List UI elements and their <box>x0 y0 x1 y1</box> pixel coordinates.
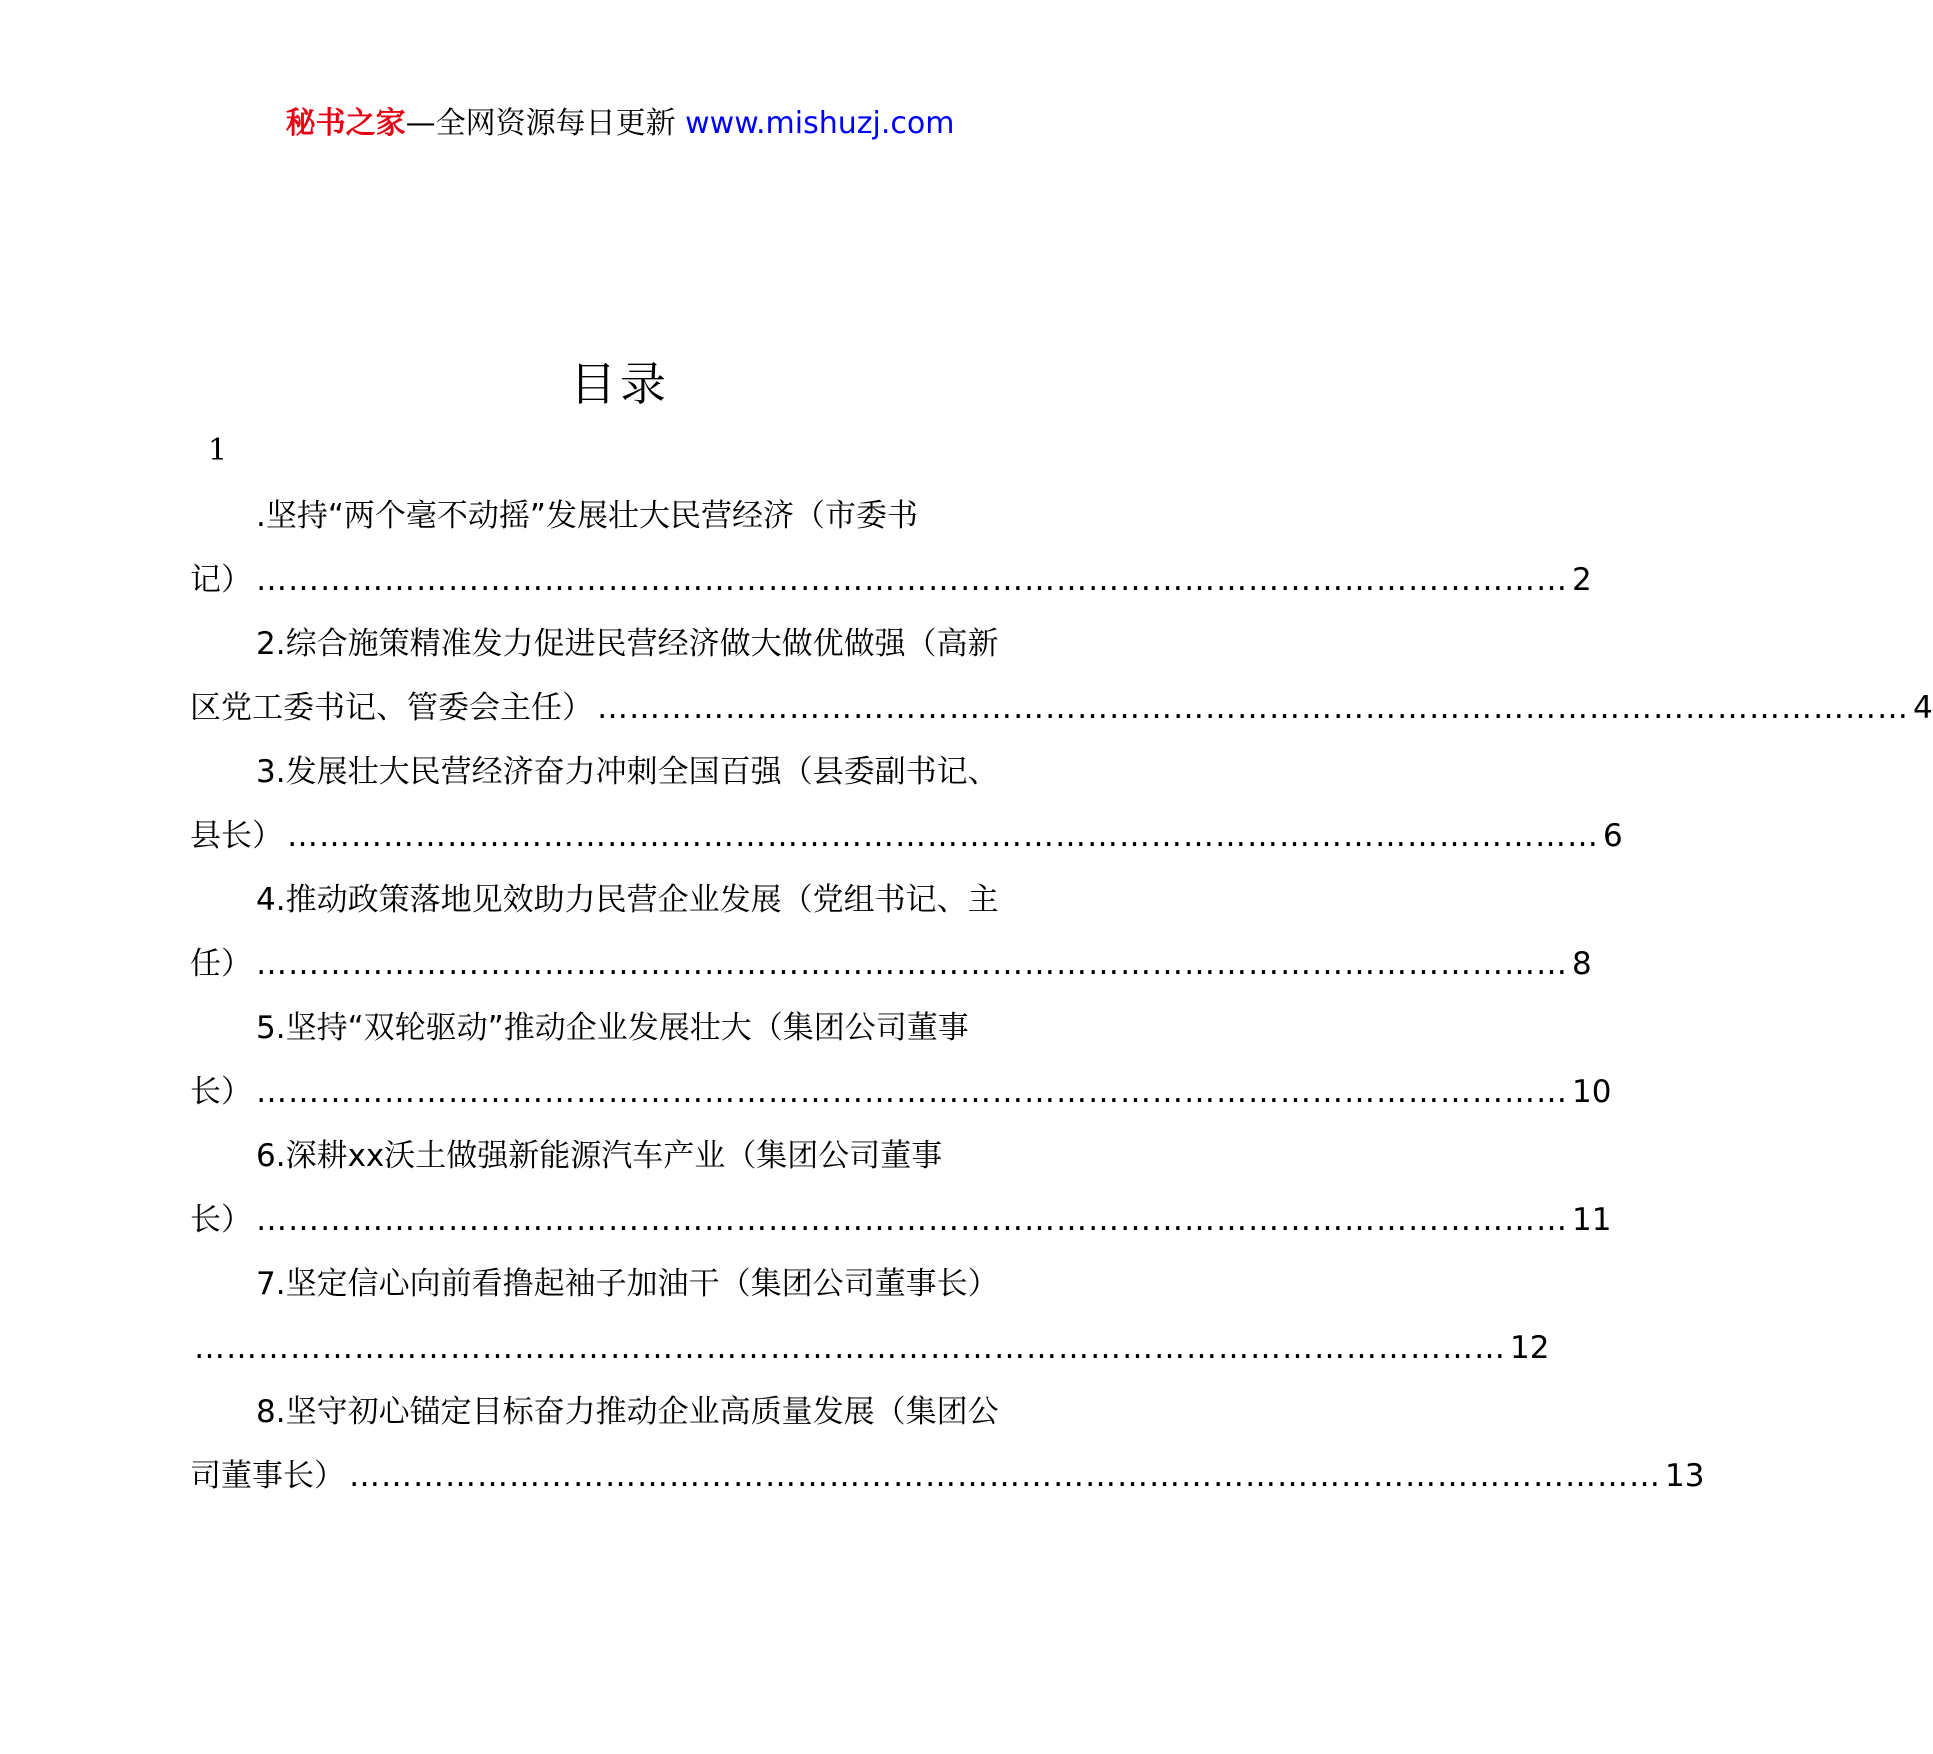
toc-entry-leader-line[interactable] <box>190 1444 1705 1508</box>
dot-leader: …………………………………………………………………………………………………………… <box>349 1458 1661 1494</box>
toc-page-number: 2 <box>1572 562 1592 598</box>
toc-entry-leader-line[interactable] <box>190 932 1592 996</box>
toc-entry-title-line[interactable]: .坚持“两个毫不动摇”发展壮大民营经济（市委书 <box>256 498 918 534</box>
toc-entry-title-line[interactable]: 7.坚定信心向前看撸起袖子加油干（集团公司董事长） <box>256 1266 999 1302</box>
toc-entry-title-line[interactable]: 8.坚守初心锚定目标奋力推动企业高质量发展（集团公 <box>256 1394 999 1430</box>
site-banner <box>0 104 1240 144</box>
toc-page-number: 8 <box>1572 946 1592 982</box>
toc-entry-title-continuation: 长） <box>190 1074 252 1110</box>
toc-entry-title-continuation: 长） <box>190 1202 252 1238</box>
toc-entry-title-line[interactable]: 4.推动政策落地见效助力民营企业发展（党组书记、主 <box>256 882 999 918</box>
toc-entry-title-continuation: 记） <box>190 562 252 598</box>
toc-entry-title-line[interactable]: 5.坚持“双轮驱动”推动企业发展壮大（集团公司董事 <box>256 1010 969 1046</box>
dot-leader: …………………………………………………………………………………………………………… <box>256 1074 1568 1110</box>
site-brand: 秘书之家 <box>285 106 406 141</box>
toc-entry-leader-line[interactable] <box>190 1316 1550 1380</box>
dot-leader: …………………………………………………………………………………………………………… <box>256 946 1568 982</box>
toc-entry-title-line[interactable]: 3.发展壮大民营经济奋力冲刺全国百强（县委副书记、 <box>256 754 999 790</box>
toc-entry-title-continuation: 任） <box>190 946 252 982</box>
table-of-contents <box>190 484 1933 1508</box>
toc-entry-leader-line[interactable] <box>190 804 1623 868</box>
toc-entry-title-continuation: 区党工委书记、管委会主任） <box>190 690 593 726</box>
toc-entry-leader-line[interactable] <box>190 548 1592 612</box>
toc-entry-leader-line[interactable] <box>190 676 1933 740</box>
list-number-marker: 1 <box>208 433 228 468</box>
dot-leader: …………………………………………………………………………………………………………… <box>287 818 1599 854</box>
toc-entry-title-line[interactable]: 6.深耕xx沃土做强新能源汽车产业（集团公司董事 <box>256 1138 943 1174</box>
toc-page-number: 6 <box>1603 818 1623 854</box>
dot-leader: …………………………………………………………………………………………………………… <box>597 690 1909 726</box>
page-title: 目录 <box>570 357 670 411</box>
toc-entry-title-continuation: 司董事长） <box>190 1458 345 1494</box>
dot-leader: …………………………………………………………………………………………………………… <box>194 1330 1506 1366</box>
toc-entry-leader-line[interactable] <box>190 1060 1612 1124</box>
toc-entry-title-line[interactable]: 2.综合施策精准发力促进民营经济做大做优做强（高新 <box>256 626 999 662</box>
toc-page-number: 13 <box>1665 1458 1705 1494</box>
dot-leader: …………………………………………………………………………………………………………… <box>256 562 1568 598</box>
dot-leader: …………………………………………………………………………………………………………… <box>256 1202 1568 1238</box>
site-slogan: —全网资源每日更新 <box>405 106 686 141</box>
toc-page-number: 11 <box>1572 1202 1612 1238</box>
site-url-link[interactable]: www.mishuzj.com <box>685 106 955 141</box>
toc-entry-title-continuation: 县长） <box>190 818 283 854</box>
toc-entry-leader-line[interactable] <box>190 1188 1612 1252</box>
toc-page-number: 4 <box>1913 690 1933 726</box>
toc-page-number: 12 <box>1510 1330 1550 1366</box>
toc-page-number: 10 <box>1572 1074 1612 1110</box>
